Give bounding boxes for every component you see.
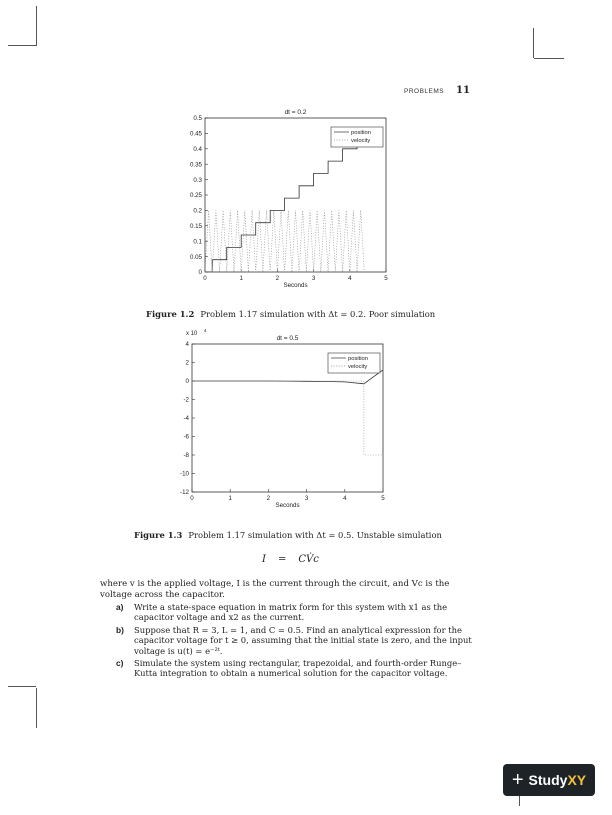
item-label: b) [116,624,124,635]
legend-label: velocity [348,364,368,370]
series-position [205,130,364,272]
x-tick-label: 4 [348,275,352,282]
y-tick-label: -8 [183,452,189,460]
legend-label: position [348,356,368,362]
figure-caption [146,309,435,319]
legend-label: position [351,130,371,136]
y-tick-label: 0 [185,378,189,386]
y-tick-label: 0.2 [193,207,202,215]
item-label: a) [116,602,124,612]
y-tick-label: -12 [180,489,189,497]
y-tick-label: -2 [183,396,189,404]
x-axis-label: Seconds [283,282,308,289]
y-tick-label: -10 [180,470,189,478]
exponent-power: 4 [204,328,207,333]
x-axis-label: Seconds [275,502,300,509]
brand-main: Study [528,772,568,788]
equation [262,554,319,565]
x-tick-label: 0 [190,495,194,502]
chart-title: dt = 0.5 [276,335,299,342]
brand-name [529,772,587,788]
item-text: Write a state-space equation in matrix form for this system with x1 as the capacitor voltage and x2 as the current. [134,602,448,623]
y-tick-label: -6 [183,433,189,441]
y-tick-label: 0.05 [189,253,202,261]
figure-caption [134,530,442,540]
y-tick-label: 0.4 [193,146,202,153]
y-tick-label: 0.25 [189,192,202,200]
y-tick-label: 0.15 [189,223,202,230]
x-tick-label: 2 [266,495,271,502]
running-header: PROBLEMS [404,88,445,95]
item-text: Simulate the system using rectangular, trapezoidal, and fourth-order Runge–Kutta integration to obtain a numerical solution for the capacitor voltage. [134,658,462,679]
chart-title: dt = 0.2 [284,109,307,116]
y-tick-label: 0.1 [193,238,202,246]
x-tick-label: 3 [304,495,309,502]
series-velocity [192,381,383,492]
page-number: 11 [456,85,470,96]
y-tick-label: 4 [185,341,189,349]
x-tick-label: 4 [343,495,347,502]
figure-caption-text: Problem 1.17 simulation with Δt = 0.2. Poor simulation [200,309,436,319]
figure-caption-label: Figure 1.2 [146,309,195,319]
body-paragraph: where v is the applied voltage, I is the current through the circuit, and Vc is the voltage across the capacitor. [100,579,450,600]
x-tick-label: 5 [384,275,388,282]
legend-label: velocity [351,138,371,144]
plus-icon: + [511,769,524,791]
series-velocity [205,210,364,272]
item-text: Suppose that R = 3, L = 1, and C = 0.5. Find an analytical expression for the capacitor voltage for t ≥ 0, assuming that the initial state is zero, and the input voltage is u(t) = e⁻²ᵗ. [134,624,472,656]
x-tick-label: 0 [203,275,207,282]
problem-items [116,602,476,681]
list-item [116,658,476,679]
x-tick-label: 3 [311,275,316,282]
x-tick-label: 2 [275,275,280,282]
x-tick-label: 1 [228,495,232,502]
y-tick-label: 0 [198,269,202,277]
figure-caption-text: Problem 1.17 simulation with Δt = 0.5. Unstable simulation [188,530,442,540]
list-item [116,602,476,623]
studyxy-badge[interactable] [503,764,595,796]
exponent-label: x 10 [186,331,198,337]
y-tick-label: 2 [185,359,189,367]
brand-accent: XY [567,772,587,788]
y-tick-label: 0.5 [193,115,202,123]
y-tick-label: 0.45 [189,130,202,138]
equation-rhs: CV̇c [298,554,319,565]
y-tick-label: 0.35 [189,161,202,169]
equation-equals: = [277,554,287,565]
list-item [116,625,476,656]
y-tick-label: 0.3 [193,176,202,184]
y-tick-label: -4 [183,415,189,423]
equation-lhs: I [262,554,266,565]
x-tick-label: 1 [239,275,243,282]
x-tick-label: 5 [381,495,385,502]
figure-caption-label: Figure 1.3 [134,530,183,540]
item-label: c) [116,658,124,669]
